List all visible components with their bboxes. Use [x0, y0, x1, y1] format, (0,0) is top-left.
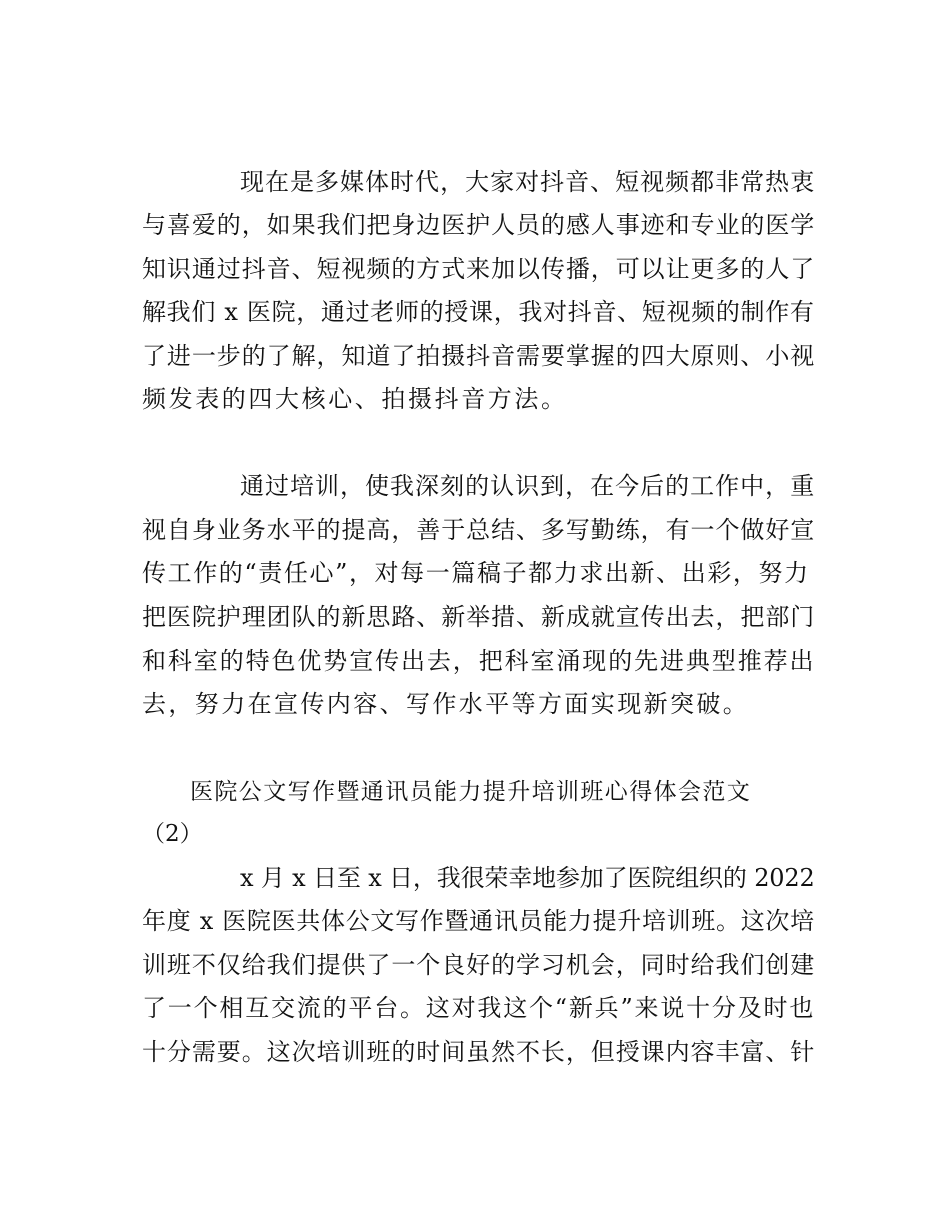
text-line: 了一个相互交流的平台。这对我这个“新兵”来说十分及时也 [142, 994, 816, 1022]
text-line: 训班不仅给我们提供了一个良好的学习机会，同时给我们创建 [142, 951, 816, 979]
text-line: 视自身业务水平的提高，善于总结、多写勤练，有一个做好宣 [142, 516, 816, 544]
text-line: 解我们 x 医院，通过老师的授课，我对抖音、短视频的制作有 [142, 298, 815, 326]
text-line: 现在是多媒体时代，大家对抖音、短视频都非常热衷 [240, 168, 816, 196]
text-line: 与喜爱的，如果我们把身边医护人员的感人事迹和专业的医学 [142, 211, 816, 239]
section-title-number: （2） [142, 821, 203, 847]
text-line: 去，努力在宣传内容、写作水平等方面实现新突破。 [142, 690, 750, 718]
text-line: 把医院护理团队的新思路、新举措、新成就宣传出去，把部门 [142, 603, 816, 631]
text-line: 十分需要。这次培训班的时间虽然不长，但授课内容丰富、针 [142, 1038, 816, 1066]
text-line: 通过培训，使我深刻的认识到，在今后的工作中，重 [240, 472, 816, 500]
text-line: 传工作的“责任心”，对每一篇稿子都力求出新、出彩，努力 [142, 559, 810, 587]
text-line: 年度 x 医院医共体公文写作暨通讯员能力提升培训班。这次培 [142, 907, 815, 935]
text-line: 知识通过抖音、短视频的方式来加以传播，可以让更多的人了 [142, 255, 816, 283]
text-line: x 月 x 日至 x 日，我很荣幸地参加了医院组织的 2022 [240, 864, 815, 892]
text-line: 频发表的四大核心、拍摄抖音方法。 [142, 385, 568, 413]
text-line: 和科室的特色优势宣传出去，把科室涌现的先进典型推荐出 [142, 647, 816, 675]
section-title-text: 医院公文写作暨通讯员能力提升培训班心得体会范文 [190, 779, 752, 805]
text-line: 了进一步的了解，知道了拍摄抖音需要掌握的四大原则、小视 [142, 342, 816, 370]
